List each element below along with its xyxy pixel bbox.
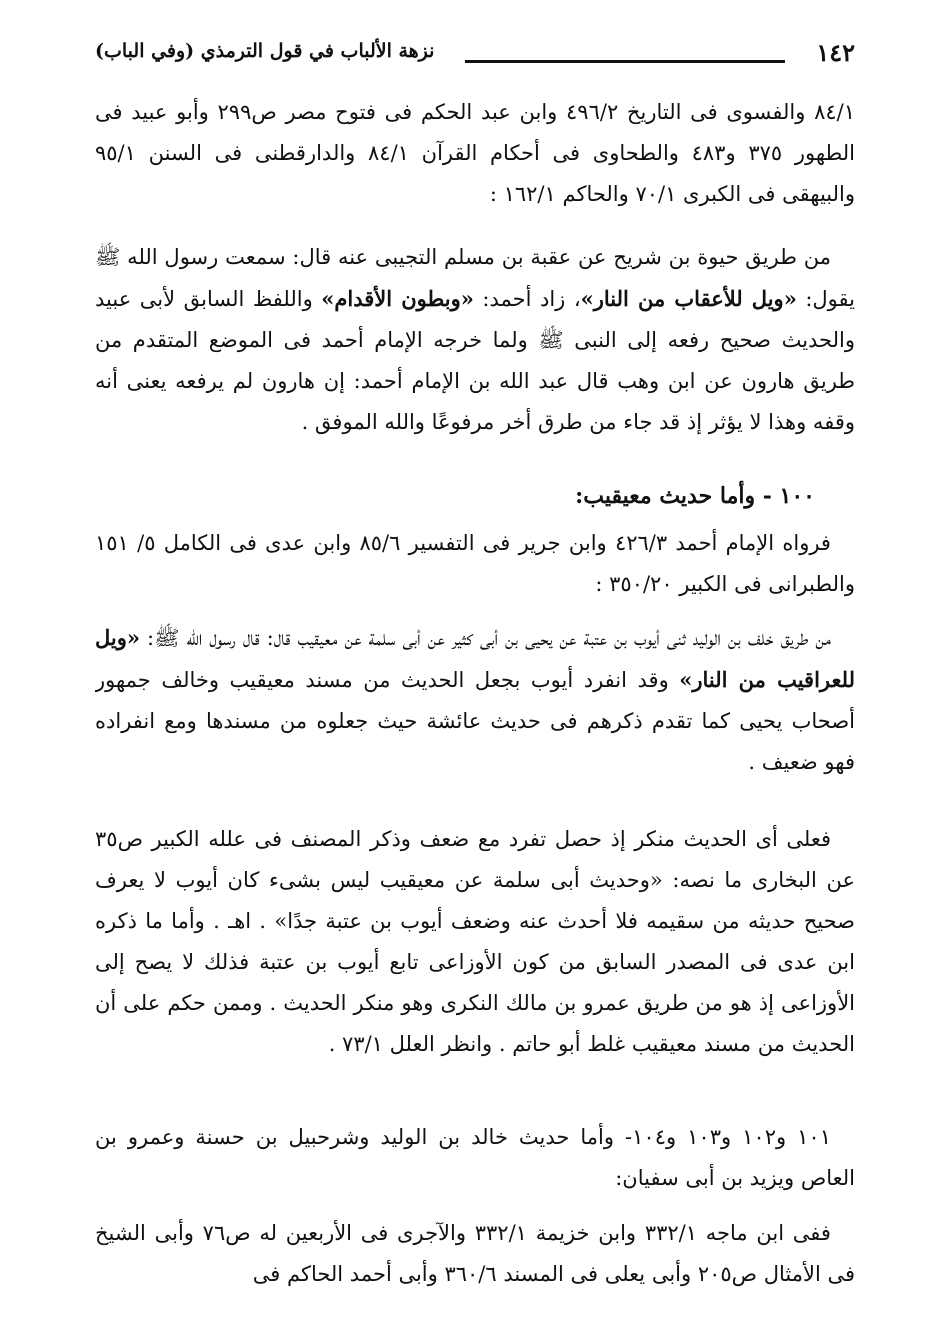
paragraph-3: فرواه الإمام أحمد ٤٢٦/٣ وابن جرير فى التفسير ٨٥/٦ وابن عدى فى الكامل ٥/ ١٥١ والطبرانى فى الكبير ٣٥٠/٢٠ : [95, 531, 855, 596]
paragraph-5: فعلى أى الحديث منكر إذ حصل تفرد مع ضعف وذكر المصنف فى علله الكبير ص٣٥ عن البخارى ما نصه: «وحديث أبى سلمة عن معيقيب ليس بشىء كان أيوب لا يعرف صحيح حديثه من سقيمه فلا أحدث عنه وضعف أيوب بن عتبة جدًا» . اهـ . وأما ما ذكره ابن عدى فى المصدر السابق من كون الأوزاعى تابع أيوب بن عتبة فذلك لا يصح إلى الأوزاعى إذ هو من طريق عمرو بن مالك النكرى وهو منكر الحديث . وممن حكم على أن الحديث من مسند معيقيب غلط أبو حاتم . وانظر العلل ٧٣/١ . [95, 827, 855, 1056]
hadith-quote-araqib: «ويل للعراقيب من النار» [95, 625, 855, 692]
paragraph-7: ففى ابن ماجه ٣٣٢/١ وابن خزيمة ٣٣٢/١ والآجرى فى الأربعين له ص٧٦ وأبى الشيخ فى الأمثال ص٢٠٥ وأبى يعلى فى المسند ٣٦٠/٦ وأبى أحمد الحاكم فى [95, 1221, 855, 1286]
header-rule [465, 60, 785, 63]
section-heading-100: ١٠٠ - وأما حديث معيقيب: [575, 483, 815, 509]
paragraph-6: ١٠١ و١٠٢ و١٠٣ و١٠٤- وأما حديث خالد بن الوليد وشرحبيل بن حسنة وعمرو بن العاص ويزيد بن أبى سفيان: [95, 1125, 855, 1190]
page-header [95, 36, 855, 72]
running-title: نزهة الألباب في قول الترمذي (وفي الباب) [95, 40, 435, 62]
paragraph-2 [95, 237, 855, 443]
paragraph-2-text-a: من طريق حيوة بن شريح عن عقبة بن مسلم التجيبى عنه قال: سمعت رسول الله ﷺ يقول: [95, 245, 855, 311]
page-number: ١٤٢ [816, 38, 855, 67]
paragraph-1: ٨٤/١ والفسوى فى التاريخ ٤٩٦/٢ وابن عبد الحكم فى فتوح مصر ص٢٩٩ وأبو عبيد فى الطهور ٣٧٥ و٤٨٣ والطحاوى فى أحكام القرآن ٨٤/١ والدارقطنى فى السنن ٩٥/١ والبيهقى فى الكبرى ٧٠/١ والحاكم ١٦٢/١ : [95, 100, 855, 206]
paragraph-4-text-a: من طريق خلف بن الوليد ثنى أيوب بن عتبة عن يحيى بن أبى كثير عن أبى سلمة عن معيقيب قال: قال رسول الله ﷺ: [140, 626, 831, 650]
paragraph-2-text-c: واللفظ السابق لأبى عبيد والحديث صحيح رفعه إلى النبى ﷺ ولما خرجه الإمام أحمد فى الموضع المتقدم من طريق هارون عن ابن وهب قال عبد الله بن الإمام أحمد: إن هارون لم يرفعه يعنى أنه وقفه وهذا لا يؤثر إذ قد جاء من طرق أخر مرفوعًا والله الموفق . [95, 287, 855, 434]
page-body [95, 92, 855, 1299]
paragraph-4-text-b: وقد انفرد أيوب بجعل الحديث من مسند معيقيب وخالف جمهور أصحاب يحيى كما تقدم ذكرهم فى حديث عائشة حيث جعلوه من مسندها ومع انفراده فهو ضعيف . [95, 668, 855, 774]
hadith-quote-aqdam: «وبطون الأقدام» [321, 286, 474, 311]
paragraph-2-text-b: ، زاد أحمد: [473, 287, 581, 311]
paragraph-4 [95, 617, 855, 783]
hadith-quote-aqab: «ويل للأعقاب من النار» [580, 286, 797, 311]
